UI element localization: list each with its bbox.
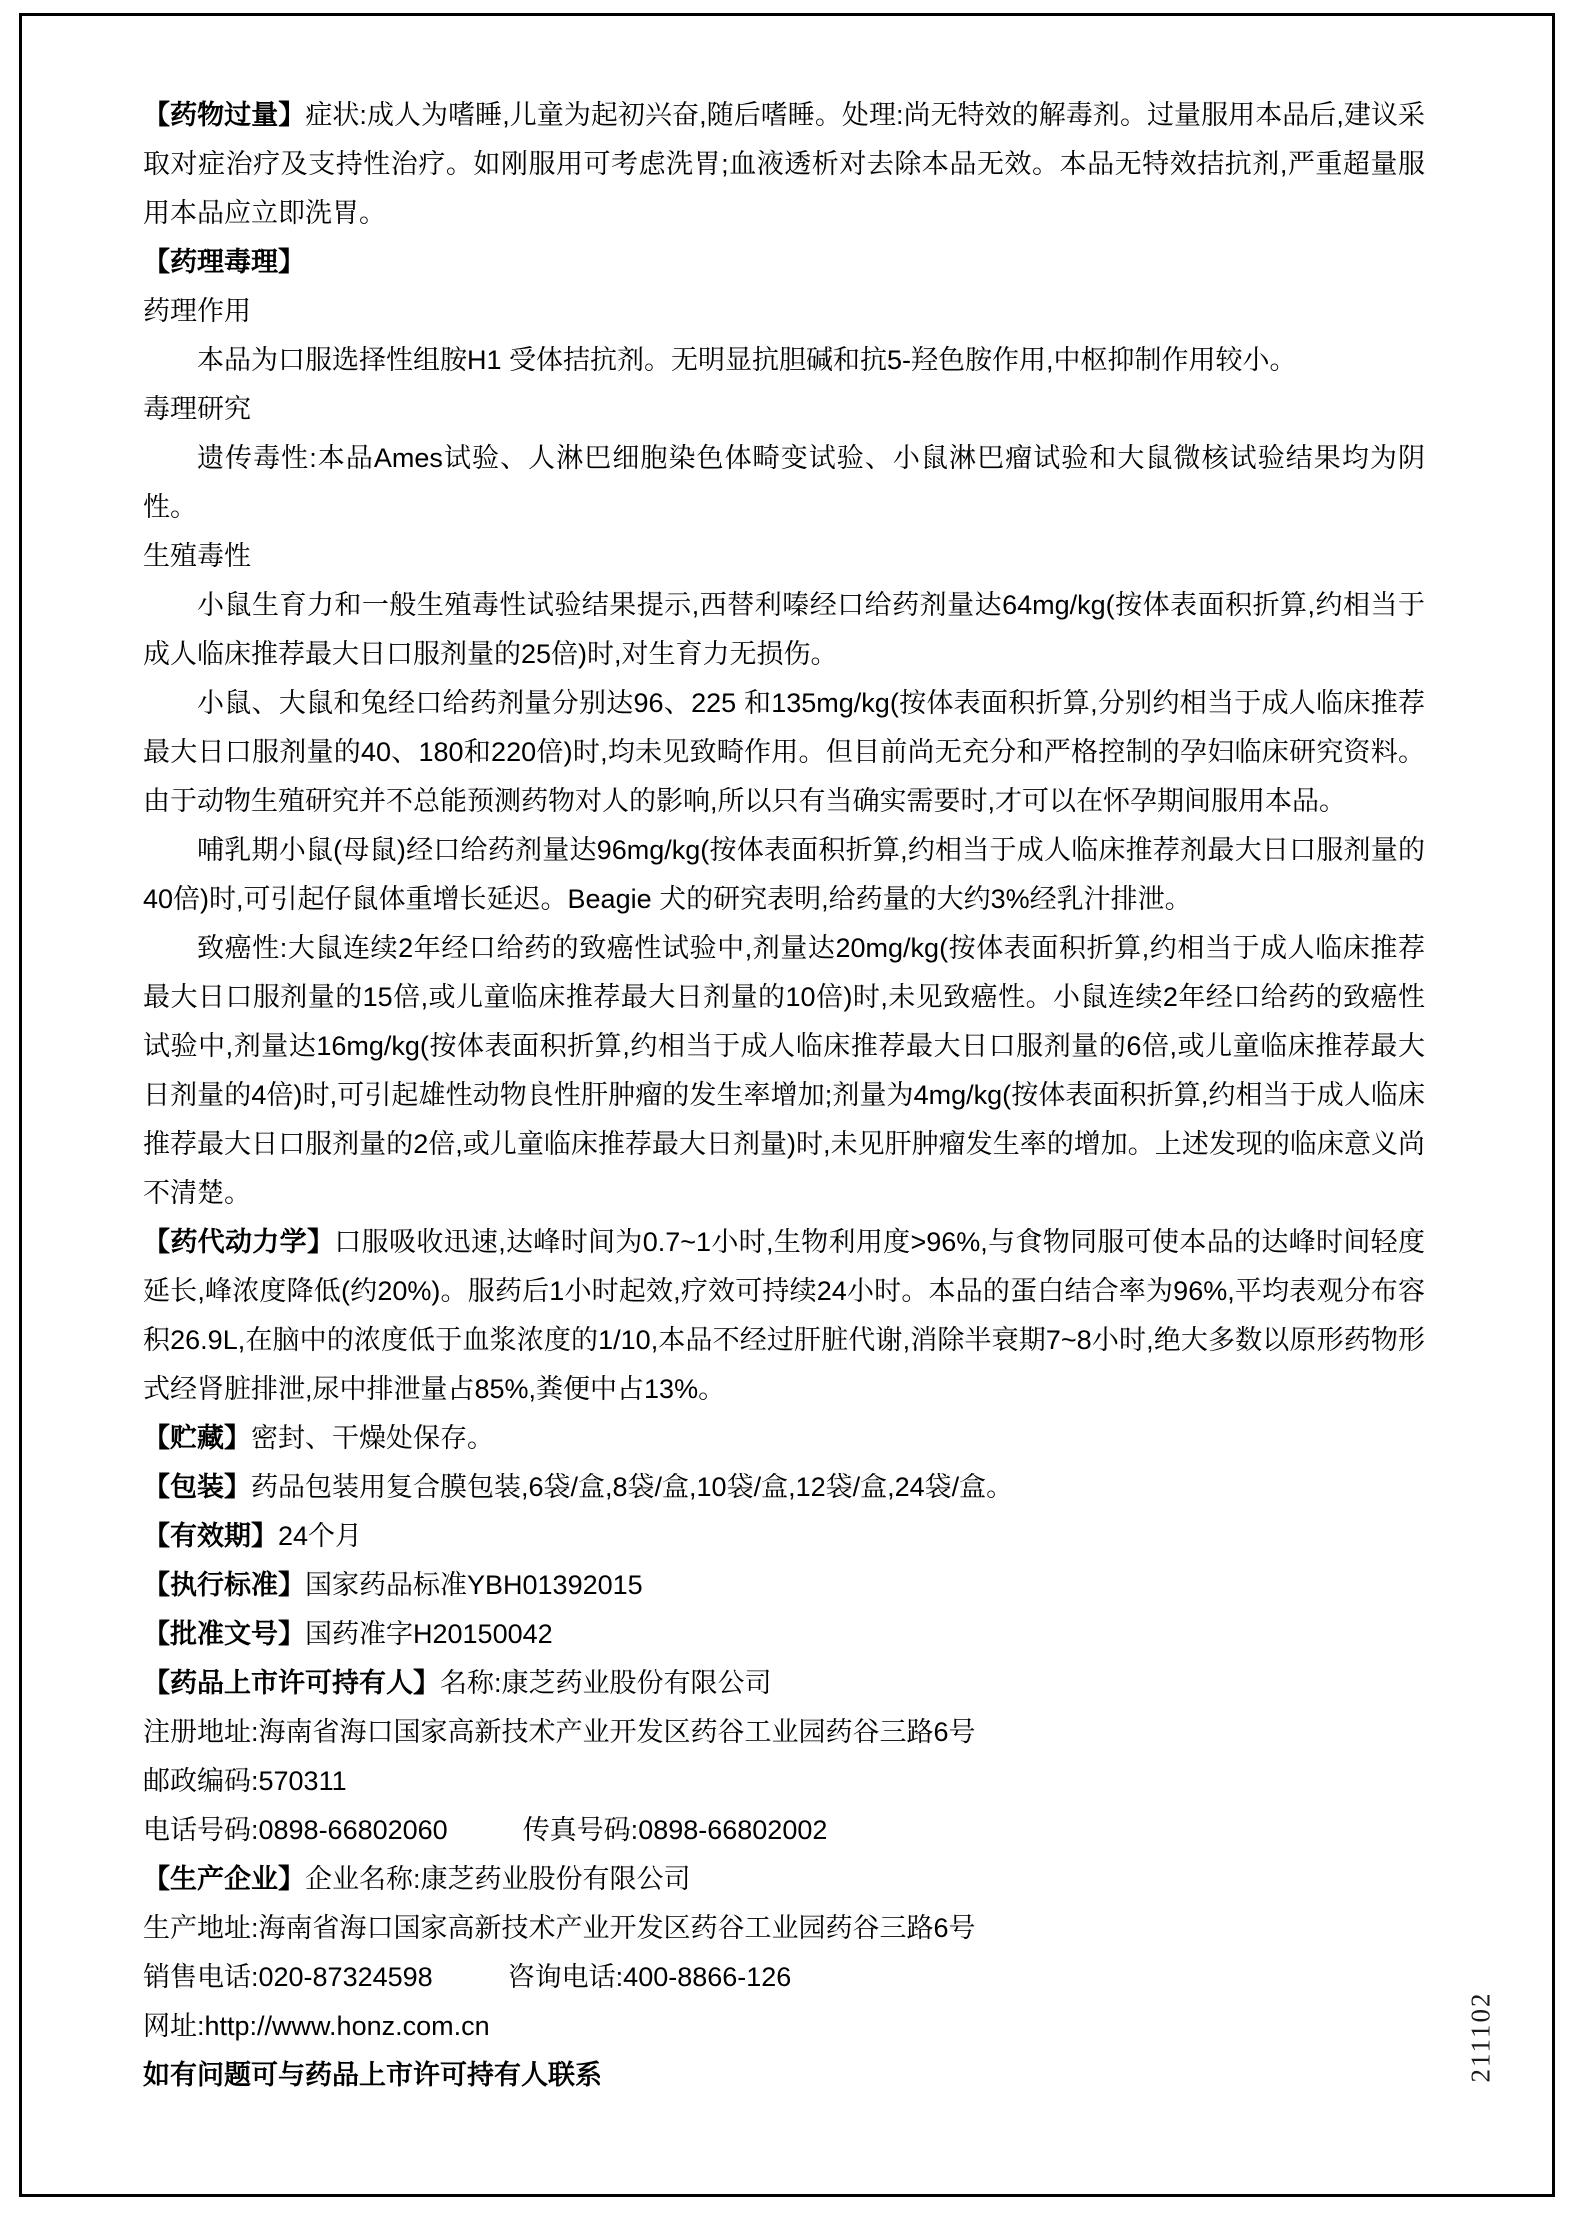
section-text: 毒理研究 (143, 394, 251, 424)
section-text-secondary: 咨询电话:400-8866-126 (507, 1962, 792, 1992)
section-packaging (143, 1463, 1425, 1512)
section-text: 本品为口服选择性组胺H1 受体拮抗剂。无明显抗胆碱和抗5-羟色胺作用,中枢抑制作用较小。 (197, 345, 1297, 375)
section-label: 【包装】 (143, 1472, 251, 1502)
section-website (143, 2002, 1425, 2051)
section-fertility-study (143, 581, 1425, 679)
section-pharmacology-action (143, 336, 1425, 385)
print-batch-code: 211102 (1465, 1991, 1496, 2083)
section-text: 24个月 (278, 1521, 363, 1551)
section-text: 生产地址:海南省海口国家高新技术产业开发区药谷工业园药谷三路6号 (143, 1913, 976, 1943)
section-teratogenicity-study (143, 679, 1425, 826)
section-executive-standard (143, 1561, 1425, 1610)
section-pharmacology-toxicology (143, 238, 1425, 287)
section-text: 邮政编码:570311 (143, 1766, 347, 1796)
section-text: 销售电话:020-87324598 (143, 1962, 433, 1992)
section-validity-period (143, 1512, 1425, 1561)
section-manufacturer (143, 1855, 1425, 1904)
section-lactation-study (143, 826, 1425, 924)
section-text: 企业名称:康芝药业股份有限公司 (305, 1864, 691, 1894)
section-label: 【药理毒理】 (143, 247, 305, 277)
section-text: 密封、干燥处保存。 (251, 1423, 494, 1453)
section-carcinogenicity-study (143, 924, 1425, 1218)
section-text: 注册地址:海南省海口国家高新技术产业开发区药谷工业园药谷三路6号 (143, 1717, 976, 1747)
section-text: 国药准字H20150042 (305, 1619, 553, 1649)
section-text: 药品包装用复合膜包装,6袋/盒,8袋/盒,10袋/盒,12袋/盒,24袋/盒。 (251, 1472, 1014, 1502)
document-body (143, 91, 1425, 2100)
section-label: 【批准文号】 (143, 1619, 305, 1649)
section-label: 【药品上市许可持有人】 (143, 1668, 440, 1698)
section-text: 小鼠、大鼠和兔经口给药剂量分别达96、225 和135mg/kg(按体表面积折算,分别约相当于成人临床推荐最大日口服剂量的40、180和220倍)时,均未见致畸作用。但目前尚无充分和严格控制的孕妇临床研究资料。由于动物生殖研究并不总能预测药物对人的影响,所以只有当确实需要时,才可以在怀孕期间服用本品。 (143, 688, 1425, 816)
section-text: 如有问题可与药品上市许可持有人联系 (143, 2060, 602, 2090)
section-text: 致癌性:大鼠连续2年经口给药的致癌性试验中,剂量达20mg/kg(按体表面积折算,约相当于成人临床推荐最大日口服剂量的15倍,或儿童临床推荐最大日剂量的10倍)时,未见致癌性。小鼠连续2年经口给药的致癌性试验中,剂量达16mg/kg(按体表面积折算,约相当于成人临床推荐最大日口服剂量的6倍,或儿童临床推荐最大日剂量的4倍)时,可引起雄性动物良性肝肿瘤的发生率增加;剂量为4mg/kg(按体表面积折算,约相当于成人临床推荐最大日口服剂量的2倍,或儿童临床推荐最大日剂量)时,未见肝肿瘤发生率的增加。上述发现的临床意义尚不清楚。 (143, 933, 1425, 1208)
section-text: 症状:成人为嗜睡,儿童为起初兴奋,随后嗜睡。处理:尚无特效的解毒剂。过量服用本品后,建议采取对症治疗及支持性治疗。如刚服用可考虑洗胃;血液透析对去除本品无效。本品无特效拮抗剂,严重超量服用本品应立即洗胃。 (143, 100, 1426, 228)
section-text: 国家药品标准YBH01392015 (305, 1570, 643, 1600)
section-overdose (143, 91, 1425, 238)
section-approval-number (143, 1610, 1425, 1659)
section-label: 【药物过量】 (143, 100, 306, 130)
section-label: 【生产企业】 (143, 1864, 305, 1894)
section-text: 哺乳期小鼠(母鼠)经口给药剂量达96mg/kg(按体表面积折算,约相当于成人临床推荐剂最大日口服剂量的40倍)时,可引起仔鼠体重增长延迟。Beagie 犬的研究表明,给药量的大约3%经乳汁排泄。 (143, 835, 1425, 914)
section-label: 【执行标准】 (143, 1570, 305, 1600)
section-postal-code (143, 1757, 1425, 1806)
section-marketing-authorization-holder (143, 1659, 1425, 1708)
section-text: 遗传毒性:本品Ames试验、人淋巴细胞染色体畸变试验、小鼠淋巴瘤试验和大鼠微核试验结果均为阴性。 (143, 443, 1425, 522)
section-text: 网址:http://www.honz.com.cn (143, 2011, 490, 2041)
section-label: 【贮藏】 (143, 1423, 251, 1453)
section-text-secondary: 传真号码:0898-66802002 (522, 1815, 828, 1845)
section-contact-note (143, 2051, 1425, 2100)
section-text: 名称:康芝药业股份有限公司 (440, 1668, 772, 1698)
section-label: 【有效期】 (143, 1521, 278, 1551)
section-text: 生殖毒性 (143, 541, 251, 571)
section-reproductive-toxicity-heading (143, 532, 1425, 581)
section-text: 药理作用 (143, 296, 251, 326)
section-text: 电话号码:0898-66802060 (143, 1815, 448, 1845)
section-pharmacokinetics (143, 1218, 1425, 1414)
section-registered-address (143, 1708, 1425, 1757)
section-production-address (143, 1904, 1425, 1953)
section-genetic-toxicity (143, 434, 1425, 532)
section-toxicology-research-heading (143, 385, 1425, 434)
section-pharmacology-action-heading (143, 287, 1425, 336)
section-label: 【药代动力学】 (143, 1227, 335, 1257)
section-text: 口服吸收迅速,达峰时间为0.7~1小时,生物利用度>96%,与食物同服可使本品的达峰时间轻度延长,峰浓度降低(约20%)。服药后1小时起效,疗效可持续24小时。本品的蛋白结合率为96%,平均表观分布容积26.9L,在脑中的浓度低于血浆浓度的1/10,本品不经过肝脏代谢,消除半衰期7~8小时,绝大多数以原形药物形式经肾脏排泄,尿中排泄量占85%,粪便中占13%。 (143, 1227, 1425, 1404)
section-sales-consult-phone (143, 1953, 1425, 2002)
section-phone-fax (143, 1806, 1425, 1855)
section-storage (143, 1414, 1425, 1463)
section-text: 小鼠生育力和一般生殖毒性试验结果提示,西替利嗪经口给药剂量达64mg/kg(按体表面积折算,约相当于成人临床推荐最大日口服剂量的25倍)时,对生育力无损伤。 (143, 590, 1425, 669)
